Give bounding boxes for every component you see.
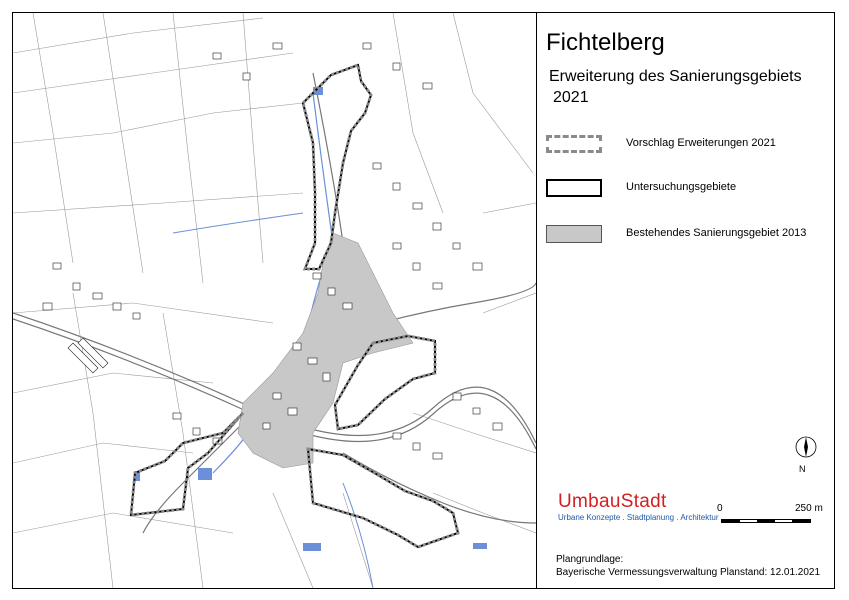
credit-basemap-label: Plangrundlage: bbox=[556, 554, 624, 565]
existing-swatch bbox=[546, 225, 602, 243]
map-subtitle bbox=[549, 66, 829, 108]
umbaustadt-logo: UmbauStadt bbox=[558, 491, 667, 512]
legend-label-investigation: Untersuchungsgebiete bbox=[626, 181, 737, 193]
logo-tagline: Urbane Konzepte . Stadtplanung . Architektur bbox=[558, 513, 719, 522]
parcel-lines bbox=[13, 13, 536, 588]
subtitle-line-2: 2021 bbox=[553, 89, 589, 106]
legend-item-proposal bbox=[546, 135, 836, 157]
legend-label-proposal: Vorschlag Erweiterungen 2021 bbox=[626, 137, 776, 149]
subtitle-line-1: Erweiterung des Sanierungsgebiets bbox=[549, 68, 802, 85]
legend-item-existing bbox=[546, 225, 836, 247]
scale-bar bbox=[721, 519, 811, 523]
scale-end-label: 250 m bbox=[795, 503, 823, 514]
investigation-areas bbox=[131, 65, 458, 547]
map-frame bbox=[12, 12, 835, 589]
map-svg bbox=[13, 13, 536, 588]
map-canvas[interactable] bbox=[13, 13, 536, 588]
legend-panel bbox=[537, 13, 835, 588]
stream bbox=[173, 213, 303, 233]
north-label: N bbox=[799, 464, 806, 474]
stream-south bbox=[343, 483, 373, 588]
north-arrow-icon bbox=[794, 435, 818, 475]
proposal-outlines bbox=[131, 65, 458, 547]
legend-label-existing: Bestehendes Sanierungsgebiet 2013 bbox=[626, 227, 807, 239]
scale-start-label: 0 bbox=[717, 503, 723, 514]
legend-item-investigation bbox=[546, 179, 836, 201]
proposal-swatch bbox=[546, 135, 602, 153]
credit-source: Bayerische Vermessungsverwaltung Planstand: 12.01.2021 bbox=[556, 567, 821, 578]
investigation-swatch bbox=[546, 179, 602, 197]
map-title: Fichtelberg bbox=[546, 29, 665, 56]
